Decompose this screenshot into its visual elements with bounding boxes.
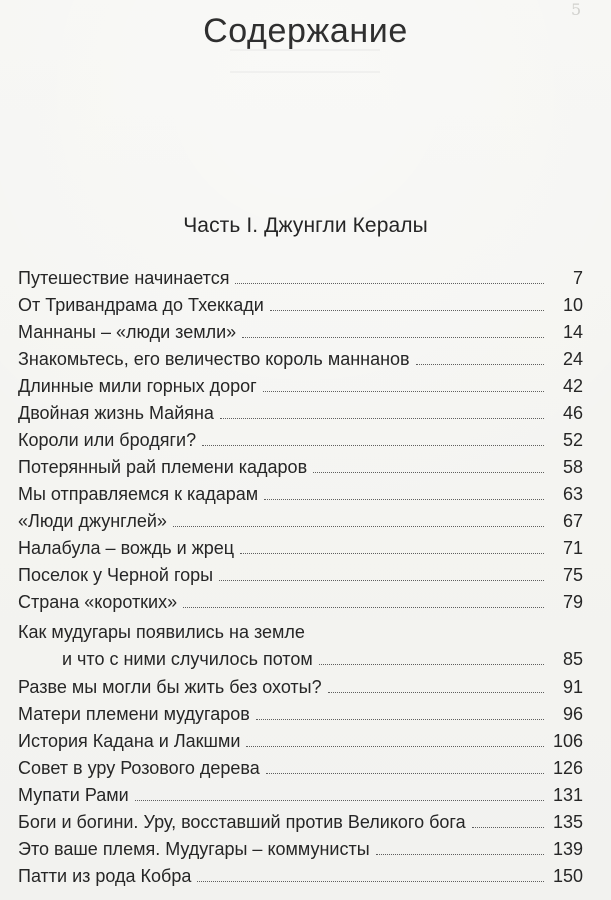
toc-entry-continuation: [62, 644, 583, 668]
toc-entry-title: Потерянный рай племени кадаров: [18, 457, 308, 477]
toc-entry-title: Путешествие начинается: [18, 268, 230, 288]
toc-page-number: 46: [562, 403, 583, 423]
toc-page-number: 10: [562, 295, 583, 315]
toc-entry: [18, 344, 583, 368]
toc-entry: [18, 780, 583, 804]
toc-entry: [18, 672, 583, 696]
toc-entry-title: Матери племени мудугаров: [18, 704, 250, 724]
toc-entry: [18, 699, 583, 723]
toc-entry-title: Совет в уру Розового дерева: [18, 758, 260, 778]
dot-leader: [242, 337, 544, 338]
toc-entry: [18, 290, 583, 314]
toc-entry-title: Боги и богини. Уру, восставший против Великого бога: [18, 812, 466, 832]
toc-entry-title: Знакомьтесь, его величество король маннанов: [18, 349, 410, 369]
toc-entry: [18, 861, 583, 885]
toc-page-number: 75: [562, 565, 583, 585]
toc-page-number: 126: [552, 758, 583, 778]
dot-leader: [240, 553, 544, 554]
toc-page-number: 58: [562, 457, 583, 477]
toc-entry-title: Короли или бродяги?: [18, 430, 197, 450]
toc-entry: [18, 263, 583, 287]
toc-entry: [18, 753, 583, 777]
dot-leader: [263, 391, 544, 392]
toc-entry: [18, 726, 583, 750]
toc-entry: [18, 807, 583, 831]
toc-entry: [18, 479, 583, 503]
dot-leader: [173, 526, 544, 527]
toc-page-number: 131: [552, 785, 583, 805]
toc-entry-title: Мы отправляемся к кадарам: [18, 484, 259, 504]
toc-page-number: 7: [572, 268, 583, 288]
dot-leader: [197, 881, 544, 882]
toc-page-number: 85: [562, 649, 583, 669]
toc-entry-title: История Кадана и Лакшми: [18, 731, 241, 751]
toc-page-number: 52: [562, 430, 583, 450]
toc-page-number: 24: [562, 349, 583, 369]
toc-entry-title: и что с ними случилось потом: [62, 649, 313, 669]
toc-page-number: 150: [552, 866, 583, 886]
toc-page-number: 63: [562, 484, 583, 504]
toc-page-number: 139: [552, 839, 583, 859]
dot-leader: [183, 607, 544, 608]
toc-page-number: 14: [562, 322, 583, 342]
dot-leader: [264, 499, 544, 500]
dot-leader: [376, 854, 544, 855]
toc-page-number: 106: [552, 731, 583, 751]
dot-leader: [270, 310, 544, 311]
toc-page-number: 42: [562, 376, 583, 396]
dot-leader: [472, 827, 544, 828]
dot-leader: [219, 580, 544, 581]
dot-leader: [135, 800, 544, 801]
toc-entry-title: Маннаны – «люди земли»: [18, 322, 237, 342]
dot-leader: [266, 773, 544, 774]
dot-leader: [416, 364, 544, 365]
toc-page-number: 135: [552, 812, 583, 832]
dot-leader: [220, 418, 544, 419]
toc-entry-title: Как мудугары появились на земле: [18, 622, 305, 642]
toc-entry-title: «Люди джунглей»: [18, 511, 167, 531]
toc-entry: [18, 587, 583, 611]
dot-leader: [235, 283, 544, 284]
toc-page-number: 96: [562, 704, 583, 724]
dot-leader: [313, 472, 544, 473]
toc-entry-title: Страна «коротких»: [18, 592, 178, 612]
part-heading: Часть I. Джунгли Кералы: [183, 214, 428, 237]
toc-entry: [18, 371, 583, 395]
toc-entry-title: Длинные мили горных дорог: [18, 376, 257, 396]
toc-entry: [18, 834, 583, 858]
toc-entry: [18, 452, 583, 476]
dot-leader: [256, 719, 544, 720]
toc-entry-title: Двойная жизнь Майяна: [18, 403, 214, 423]
toc-entry-title: Мупати Рами: [18, 785, 129, 805]
toc-entry: [18, 425, 583, 449]
toc-page-number: 91: [562, 677, 583, 697]
toc-entry-title: Это ваше племя. Мудугары – коммунисты: [18, 839, 370, 859]
toc-entry: [18, 533, 583, 557]
toc-page-number: 71: [562, 538, 583, 558]
contents-title: Содержание: [203, 12, 408, 50]
toc-entry-title: От Тривандрама до Тхеккади: [18, 295, 264, 315]
dot-leader: [319, 664, 544, 665]
dot-leader: [246, 746, 544, 747]
toc-entry-title: Налабула – вождь и жрец: [18, 538, 235, 558]
toc-page-number: 79: [562, 592, 583, 612]
dot-leader: [202, 445, 544, 446]
toc-entry: [18, 398, 583, 422]
toc-entry: [18, 617, 583, 641]
toc-entry-title: Патти из рода Кобра: [18, 866, 192, 886]
toc-entry: [18, 317, 583, 341]
toc-entry-title: Разве мы могли бы жить без охоты?: [18, 677, 322, 697]
toc-entry: [18, 506, 583, 530]
toc-entry-title: Поселок у Черной горы: [18, 565, 214, 585]
toc-entry: [18, 560, 583, 584]
dot-leader: [328, 692, 544, 693]
page-corner-mark: 5: [571, 0, 582, 19]
toc-page-number: 67: [562, 511, 583, 531]
